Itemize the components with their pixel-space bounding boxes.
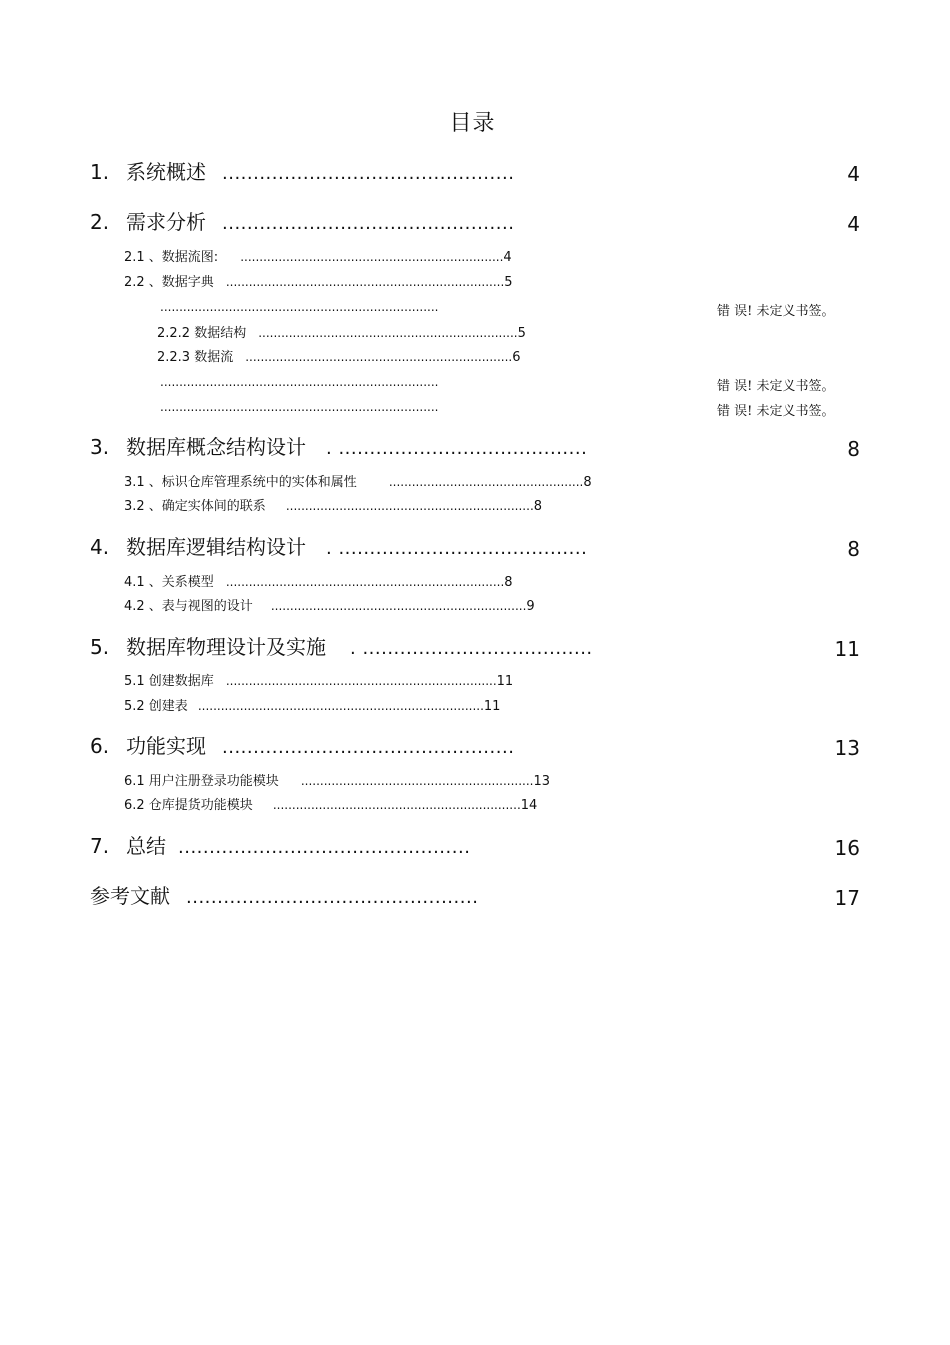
- toc-subentry[interactable]: [157, 351, 521, 364]
- toc-subentry-page: 6: [512, 350, 521, 365]
- toc-entry-text: 总结: [126, 834, 166, 858]
- toc-entry-number: 5.: [90, 635, 110, 659]
- toc-subentry-label: 6.2 仓库提货功能模块: [124, 798, 253, 813]
- toc-subentry[interactable]: [160, 401, 438, 414]
- toc-entry-text: 数据库物理设计及实施: [126, 635, 326, 659]
- toc-subentry[interactable]: [124, 276, 513, 289]
- toc-leader-dots: ...................................................: [388, 475, 584, 489]
- toc-subentry[interactable]: [124, 251, 512, 264]
- toc-leader-dots: .........................................................................: [160, 300, 439, 314]
- toc-leader-dots: ....................................................................: [258, 326, 518, 340]
- toc-leader-dots: ...............................................: [186, 887, 479, 908]
- toc-entry-text: 需求分析: [126, 210, 206, 234]
- toc-subentry-page: 11: [483, 699, 501, 714]
- toc-leader-dots: ...........................................................................: [197, 699, 484, 713]
- toc-subentry-page: 14: [520, 798, 538, 813]
- toc-leader-dots: .........................................................................: [160, 400, 439, 414]
- toc-subentry-label: 2.2.3 数据流: [157, 350, 234, 365]
- toc-leader-dots: ...............................................: [222, 163, 515, 184]
- toc-entry-7[interactable]: [90, 836, 470, 857]
- toc-entry-number: 1.: [90, 160, 110, 184]
- toc-entry-2-page: 4: [847, 212, 860, 236]
- toc-subentry-label: 2.2 、数据字典: [124, 275, 214, 290]
- toc-entry-2[interactable]: [90, 212, 514, 233]
- toc-subentry[interactable]: [157, 327, 526, 340]
- toc-leader-dots: ...............................................: [222, 737, 515, 758]
- toc-entry-text: 数据库逻辑结构设计: [126, 535, 306, 559]
- toc-subentry-label: 3.2 、确定实体间的联系: [124, 499, 266, 514]
- toc-subentry-label: 4.1 、关系模型: [124, 575, 214, 590]
- toc-leader-dots: .........................................................................: [160, 375, 439, 389]
- error-bookmark-text: 错 误! 未定义书签。: [717, 404, 835, 419]
- toc-subentry[interactable]: [160, 376, 438, 389]
- toc-entry-text: 数据库概念结构设计: [126, 435, 306, 459]
- toc-leader-dots: .......................................................................: [225, 674, 497, 688]
- toc-subentry-page: 11: [496, 674, 514, 689]
- toc-leader-dots: .................................................................: [285, 499, 534, 513]
- toc-subentry[interactable]: [124, 600, 535, 613]
- toc-leader-dots: .....................................................................: [240, 250, 504, 264]
- toc-subentry-page: 4: [503, 250, 512, 265]
- toc-entry-references[interactable]: [90, 886, 478, 907]
- error-bookmark-text: 错 误! 未定义书签。: [717, 379, 835, 394]
- toc-entry-4[interactable]: [90, 537, 587, 558]
- toc-entry-text: 参考文献: [90, 884, 170, 908]
- toc-subentry-label: 3.1 、标识仓库管理系统中的实体和属性: [124, 475, 357, 490]
- toc-entry-7-page: 16: [834, 836, 860, 860]
- toc-subentry-page: 8: [504, 575, 513, 590]
- toc-leader-dots: ...................................................................: [270, 599, 527, 613]
- toc-entry-1[interactable]: [90, 162, 514, 183]
- toc-entry-1-page: 4: [847, 162, 860, 186]
- toc-entry-6-page: 13: [834, 736, 860, 760]
- toc-entry-6[interactable]: [90, 736, 514, 757]
- toc-leader-dots: .........................................................................: [225, 275, 505, 289]
- toc-subentry-label: 5.1 创建数据库: [124, 674, 214, 689]
- toc-entry-number: 2.: [90, 210, 110, 234]
- toc-leader-dots: ...............................................: [178, 837, 471, 858]
- toc-leader-dots: . ........................................: [326, 438, 588, 459]
- toc-subentry-label: 5.2 创建表: [124, 699, 188, 714]
- toc-subentry[interactable]: [124, 675, 513, 688]
- toc-entry-4-page: 8: [847, 537, 860, 561]
- toc-subentry-page: 8: [583, 475, 592, 490]
- toc-subentry[interactable]: [124, 775, 550, 788]
- toc-entry-number: 6.: [90, 734, 110, 758]
- toc-subentry[interactable]: [124, 700, 500, 713]
- toc-subentry-page: 8: [533, 499, 543, 514]
- toc-subentry-label: 2.2.2 数据结构: [157, 326, 247, 341]
- toc-entry-5[interactable]: [90, 637, 593, 658]
- toc-entry-text: 功能实现: [126, 734, 206, 758]
- toc-entry-3[interactable]: [90, 437, 587, 458]
- toc-entry-3-page: 8: [847, 437, 860, 461]
- toc-leader-dots: .........................................................................: [225, 575, 505, 589]
- toc-subentry-label: 2.1 、数据流图:: [124, 250, 219, 265]
- toc-leader-dots: . .....................................: [350, 638, 593, 659]
- toc-title: 目录: [449, 111, 496, 136]
- toc-entry-number: 3.: [90, 435, 110, 459]
- toc-subentry[interactable]: [124, 799, 537, 812]
- toc-entry-number: 4.: [90, 535, 110, 559]
- toc-leader-dots: .................................................................: [272, 798, 521, 812]
- toc-subentry-label: 4.2 、表与视图的设计: [124, 599, 253, 614]
- toc-subentry-page: 13: [533, 774, 551, 789]
- toc-leader-dots: . ........................................: [326, 538, 588, 559]
- toc-leader-dots: .............................................................: [300, 774, 534, 788]
- toc-leader-dots: ......................................................................: [245, 350, 513, 364]
- toc-entry-text: 系统概述: [126, 160, 206, 184]
- toc-entry-5-page: 11: [834, 637, 860, 661]
- toc-entry-number: 7.: [90, 834, 110, 858]
- error-bookmark-text: 错 误! 未定义书签。: [717, 304, 835, 319]
- toc-subentry[interactable]: [124, 576, 513, 589]
- toc-leader-dots: ...............................................: [222, 213, 515, 234]
- toc-subentry-page: 9: [526, 599, 535, 614]
- toc-subentry[interactable]: [124, 500, 542, 513]
- toc-subentry[interactable]: [124, 476, 592, 489]
- toc-entry-references-page: 17: [834, 886, 860, 910]
- toc-subentry[interactable]: [160, 301, 438, 314]
- toc-subentry-page: 5: [517, 326, 526, 341]
- toc-subentry-page: 5: [504, 275, 513, 290]
- toc-subentry-label: 6.1 用户注册登录功能模块: [124, 774, 279, 789]
